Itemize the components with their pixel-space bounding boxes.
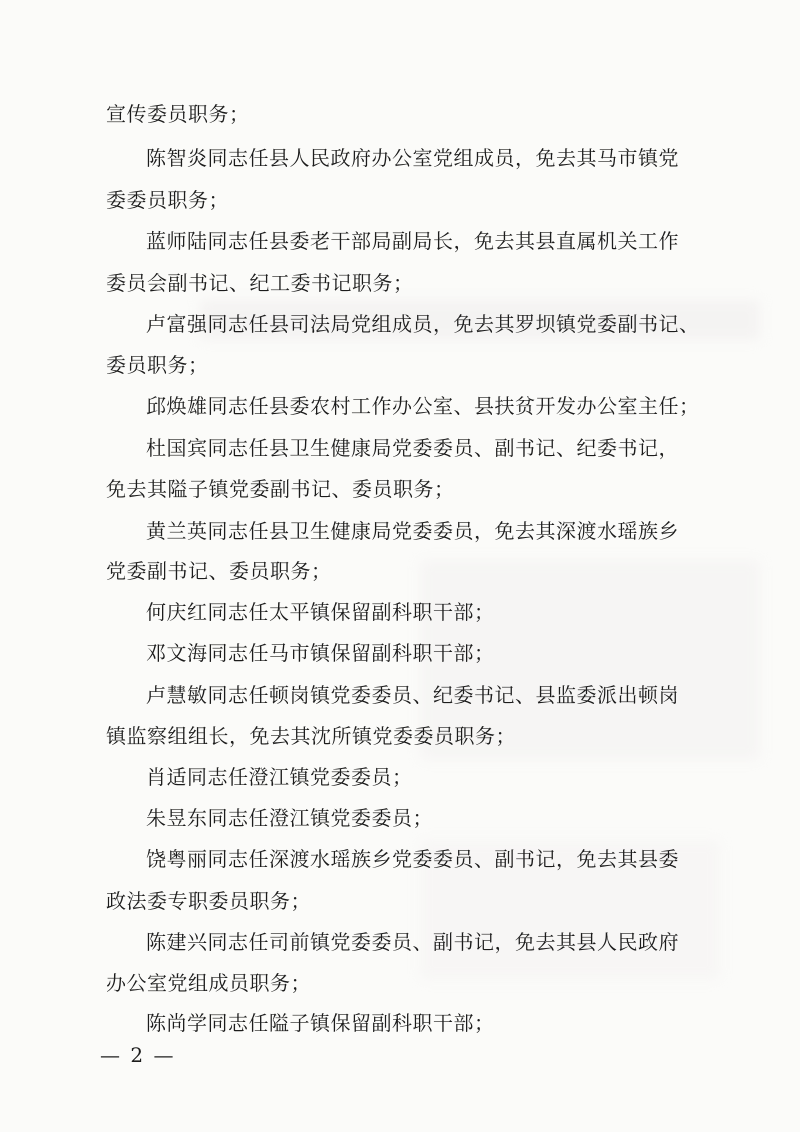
text-line: 宣传委员职务； bbox=[106, 102, 250, 126]
text-line: 陈建兴同志任司前镇党委委员、副书记，免去其县人民政府 bbox=[146, 930, 679, 954]
text-line: 邓文海同志任马市镇保留副科职干部； bbox=[146, 641, 495, 665]
page-number: — 2 — bbox=[100, 1043, 176, 1067]
text-line: 邱焕雄同志任县委农村工作办公室、县扶贫开发办公室主任； bbox=[146, 394, 700, 418]
text-line: 办公室党组成员职务； bbox=[106, 971, 311, 995]
text-line: 陈尚学同志任隘子镇保留副科职干部； bbox=[146, 1011, 495, 1035]
text-line: 政法委专职委员职务； bbox=[106, 889, 311, 913]
text-line: 何庆红同志任太平镇保留副科职干部； bbox=[146, 600, 495, 624]
text-line: 镇监察组组长，免去其沈所镇党委委员职务； bbox=[106, 724, 516, 748]
text-line: 朱昱东同志任澄江镇党委委员； bbox=[146, 806, 433, 830]
text-line: 卢富强同志任县司法局党组成员，免去其罗坝镇党委副书记、 bbox=[146, 312, 700, 336]
text-line: 杜国宾同志任县卫生健康局党委委员、副书记、纪委书记， bbox=[146, 436, 679, 460]
text-line: 黄兰英同志任县卫生健康局党委委员，免去其深渡水瑶族乡 bbox=[146, 519, 679, 543]
text-line: 委员会副书记、纪工委书记职务； bbox=[106, 271, 414, 295]
text-line: 免去其隘子镇党委副书记、委员职务； bbox=[106, 477, 455, 501]
text-line: 党委副书记、委员职务； bbox=[106, 559, 332, 583]
text-line: 饶粤丽同志任深渡水瑶族乡党委委员、副书记，免去其县委 bbox=[146, 847, 679, 871]
text-line: 卢慧敏同志任顿岗镇党委委员、纪委书记、县监委派出顿岗 bbox=[146, 683, 679, 707]
text-line: 委员职务； bbox=[106, 353, 209, 377]
text-line: 肖适同志任澄江镇党委委员； bbox=[146, 765, 413, 789]
text-line: 蓝师陆同志任县委老干部局副局长，免去其县直属机关工作 bbox=[146, 229, 679, 253]
text-line: 陈智炎同志任县人民政府办公室党组成员，免去其马市镇党 bbox=[146, 146, 679, 170]
text-line: 委委员职务； bbox=[106, 188, 229, 212]
